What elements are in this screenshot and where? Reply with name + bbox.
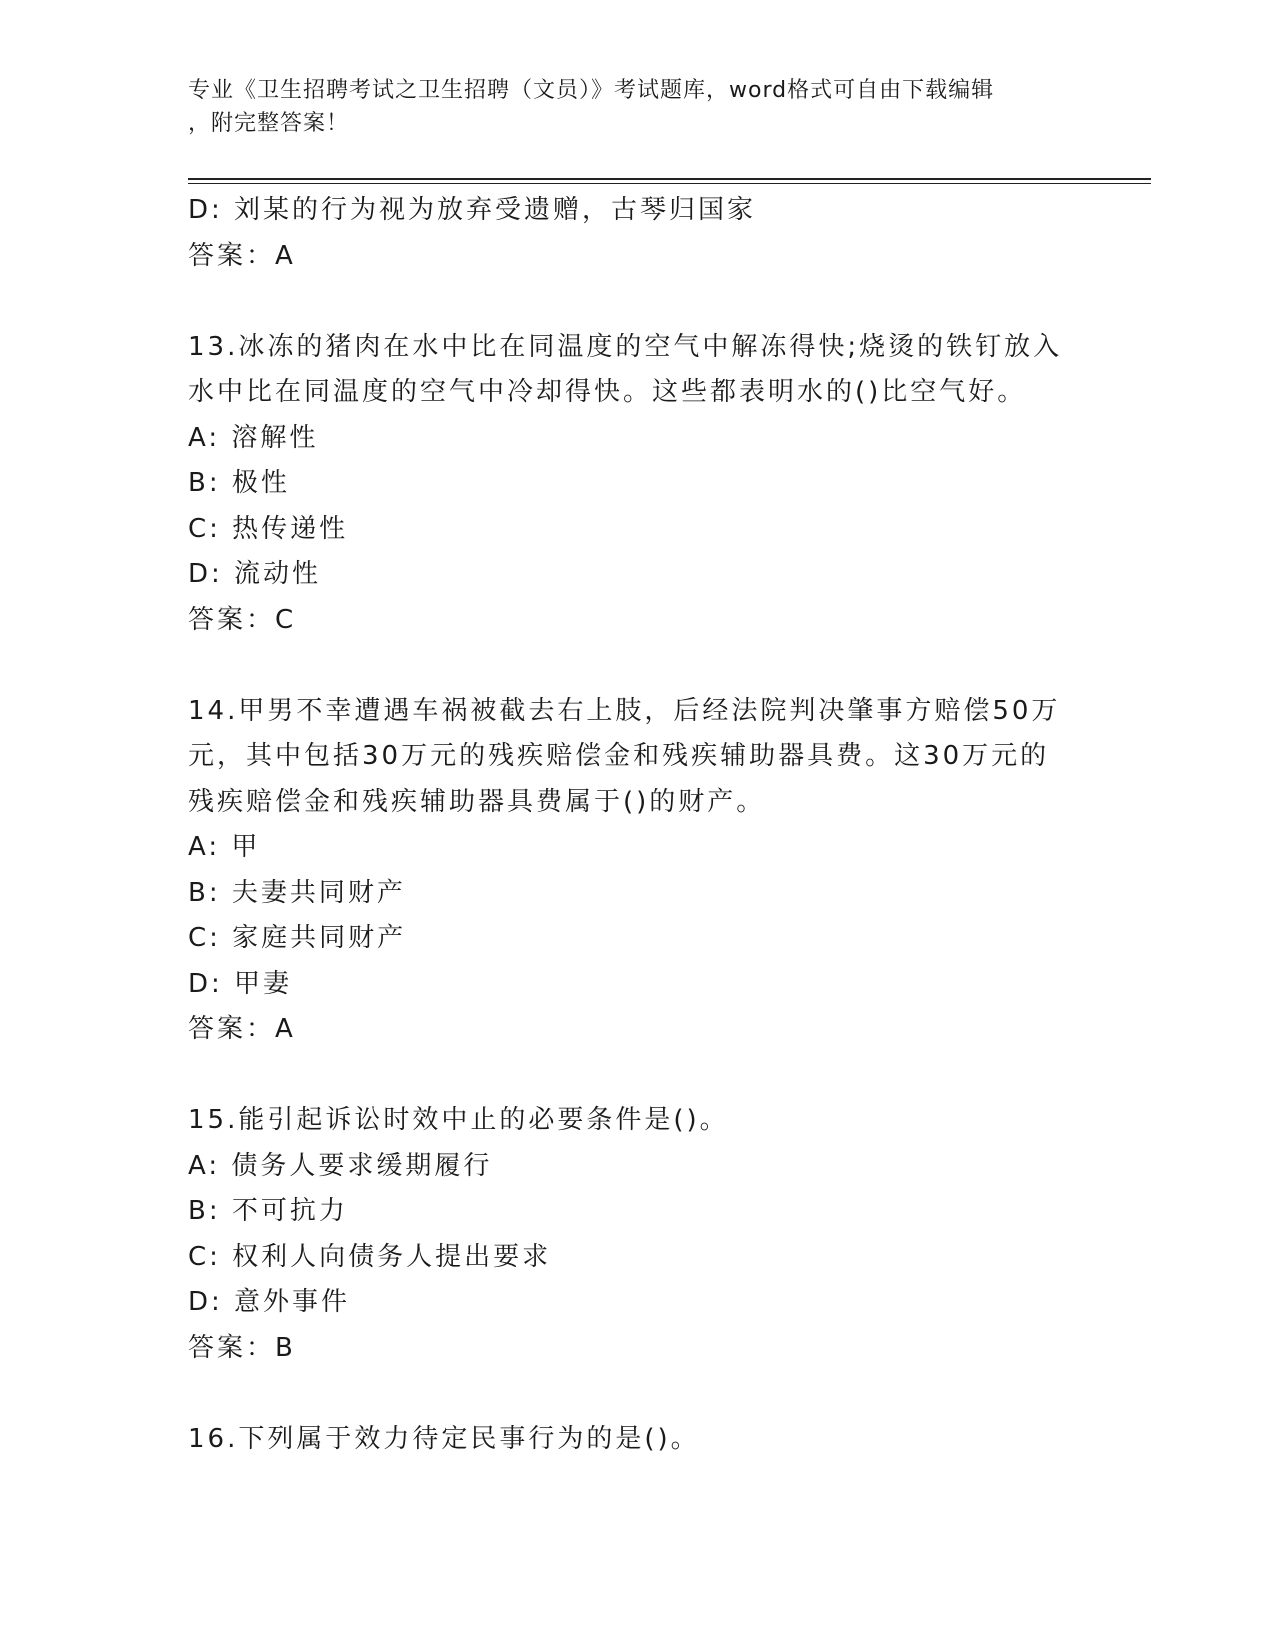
option-d: D: 刘某的行为视为放弃受遗赠，古琴归国家 — [188, 195, 757, 225]
header-line-1: 专业《卫生招聘考试之卫生招聘（文员）》考试题库，word格式可自由下载编辑 — [188, 78, 995, 103]
header-divider — [188, 178, 1151, 184]
answer: 答案：B — [188, 1332, 296, 1363]
header-line-2: ，附完整答案！ — [188, 111, 350, 136]
document-header — [188, 74, 1068, 140]
option-a: A: 甲 — [188, 832, 261, 862]
question-stem: 14.甲男不幸遭遇车祸被截去右上肢，后经法院判决肇事方赔偿50万 — [188, 695, 1061, 726]
option-a: A: 债务人要求缓期履行 — [188, 1150, 493, 1181]
question-12-tail — [188, 188, 1088, 279]
option-b: B: 夫妻共同财产 — [188, 877, 406, 908]
question-stem: 13.冰冻的猪肉在水中比在同温度的空气中解冻得快;烧烫的铁钉放入 — [188, 331, 1063, 362]
question-stem: 残疾赔偿金和残疾辅助器具费属于()的财产。 — [188, 786, 766, 817]
option-a: A: 溶解性 — [188, 422, 319, 453]
answer: 答案：A — [188, 1014, 296, 1044]
option-d: D: 意外事件 — [188, 1287, 351, 1317]
answer: 答案：C — [188, 604, 297, 635]
question-stem: 16.下列属于效力待定民事行为的是()。 — [188, 1423, 700, 1454]
question-15 — [188, 1098, 1088, 1371]
option-c: C: 权利人向债务人提出要求 — [188, 1241, 552, 1272]
question-16 — [188, 1417, 1088, 1463]
question-stem: 水中比在同温度的空气中冷却得快。这些都表明水的()比空气好。 — [188, 377, 1027, 407]
question-13 — [188, 325, 1088, 644]
option-b: B: 不可抗力 — [188, 1196, 348, 1226]
option-c: C: 热传递性 — [188, 513, 349, 544]
option-d: D: 流动性 — [188, 559, 322, 589]
option-d: D: 甲妻 — [188, 968, 293, 999]
option-c: C: 家庭共同财产 — [188, 923, 407, 953]
document-body — [188, 188, 1088, 1462]
answer: 答案：A — [188, 240, 296, 271]
question-stem: 元，其中包括30万元的残疾赔偿金和残疾辅助器具费。这30万元的 — [188, 741, 1050, 771]
question-14 — [188, 689, 1088, 1053]
question-stem: 15.能引起诉讼时效中止的必要条件是()。 — [188, 1105, 729, 1135]
option-b: B: 极性 — [188, 468, 290, 498]
